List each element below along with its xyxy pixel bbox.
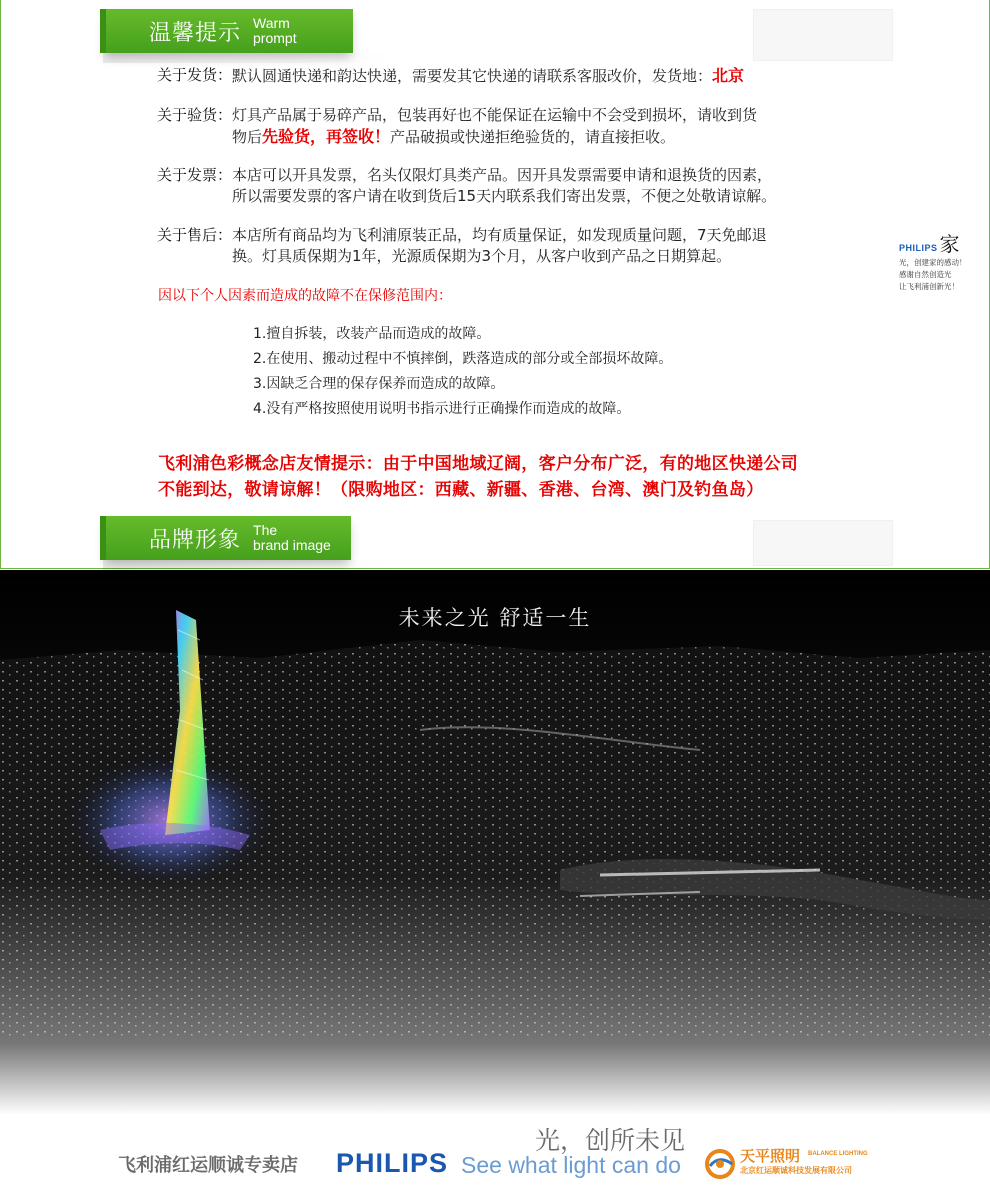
warm-prompt-tab [103,9,353,53]
brand-image-tab [103,516,351,560]
list-item: 1.擅自拆装，改装产品而造成的故障。 [253,326,491,342]
badge-brand: PHILIPS [899,243,938,253]
notice-shipping [157,65,744,87]
brand-image-title-cn: 品牌形象 [149,527,242,553]
list-item: 3.因缺乏合理的保存保养而造成的故障。 [253,376,505,392]
list-item: 2.在使用、搬动过程中不慎摔倒，跌落造成的部分或全部损坏故障。 [253,351,673,367]
warm-prompt-title-cn: 温馨提示 [149,20,242,46]
footer-tagline-cn: 光，创所未见 [535,1126,686,1155]
inspection-highlight: 先验货，再签收！ [262,127,391,146]
philips-logo-text: PHILIPS [336,1148,449,1178]
notice-text: 默认圆通快递和韵达快递，需要发其它快递的请联系客服改价，发货地：北京 [232,66,745,85]
badge-line: 感谢自然创造光 [899,270,952,279]
footer-slogan-en: See what light can do [461,1152,681,1178]
partner-en: BALANCE LIGHTING [808,1151,868,1157]
blank-placeholder [753,520,893,566]
list-item: 4.没有严格按照使用说明书指示进行正确操作而造成的故障。 [253,401,631,417]
balance-lighting-logo [702,1145,872,1185]
notice-text: 本店可以开具发票，名头仅限灯具类产品。因开具发票需要申请和退换货的因素， 所以需要发票的客户请在收到货后15天内联系我们寄出发票，不便之处敬请谅解。 [232,166,777,205]
badge-line: 让飞利浦创新光！ [899,282,959,291]
footer-brand-bar [0,1115,990,1192]
hero-slogan: 未来之光 舒适一生 [398,606,592,630]
fault-heading: 因以下个人因素而造成的故障不在保修范围内： [158,288,452,304]
brand-image-title-en: The brand image [253,522,331,553]
notice-inspection [157,105,757,148]
warning-line-2: 不能到达，敬请谅解！（限购地区：西藏、新疆、香港、台湾、澳门及钓鱼岛） [158,480,764,500]
partner-company: 北京红运顺诚科技发展有限公司 [740,1166,852,1175]
notice-text: 本店所有商品均为飞利浦原装正品，均有质量保证，如发现质量问题，7天免邮退 换。灯具质保期为1年，光源质保期为3个月，从客户收到产品之日期算起。 [232,226,767,265]
warm-prompt-panel [0,0,990,569]
notice-label: 关于售后： [157,226,233,244]
badge-line: 光，创建家的感动！ [899,258,967,267]
notice-label: 关于发票： [157,166,233,184]
warning-line-1: 飞利浦色彩概念店友情提示：由于中国地域辽阔，客户分布广泛，有的地区快递公司 [158,454,799,474]
tab-shadow [103,560,393,570]
notice-label: 关于发货： [157,66,233,84]
warm-prompt-title-en: Warm prompt [253,15,297,46]
notice-text: 灯具产品属于易碎产品，包装再好也不能保证在运输中不会受到损坏，请收到货 物后先验货，再签收！产品破损或快递拒绝验货的，请直接拒收。 [232,106,758,146]
notice-label: 关于验货： [157,106,233,124]
store-name: 飞利浦红运顺诚专卖店 [118,1155,298,1176]
shipping-origin: 北京 [712,66,745,85]
brand-hero-banner [0,570,990,1115]
badge-jia: 家 [939,232,960,256]
fault-list [253,322,672,422]
balance-lighting-icon [704,1148,736,1180]
tab-shadow [103,53,393,63]
partner-name: 天平照明 [740,1147,801,1165]
night-city-illustration [0,570,990,1115]
blank-placeholder [753,9,893,61]
philips-home-badge [899,228,989,293]
notice-invoice [157,165,776,207]
notice-after-sales [157,225,767,267]
